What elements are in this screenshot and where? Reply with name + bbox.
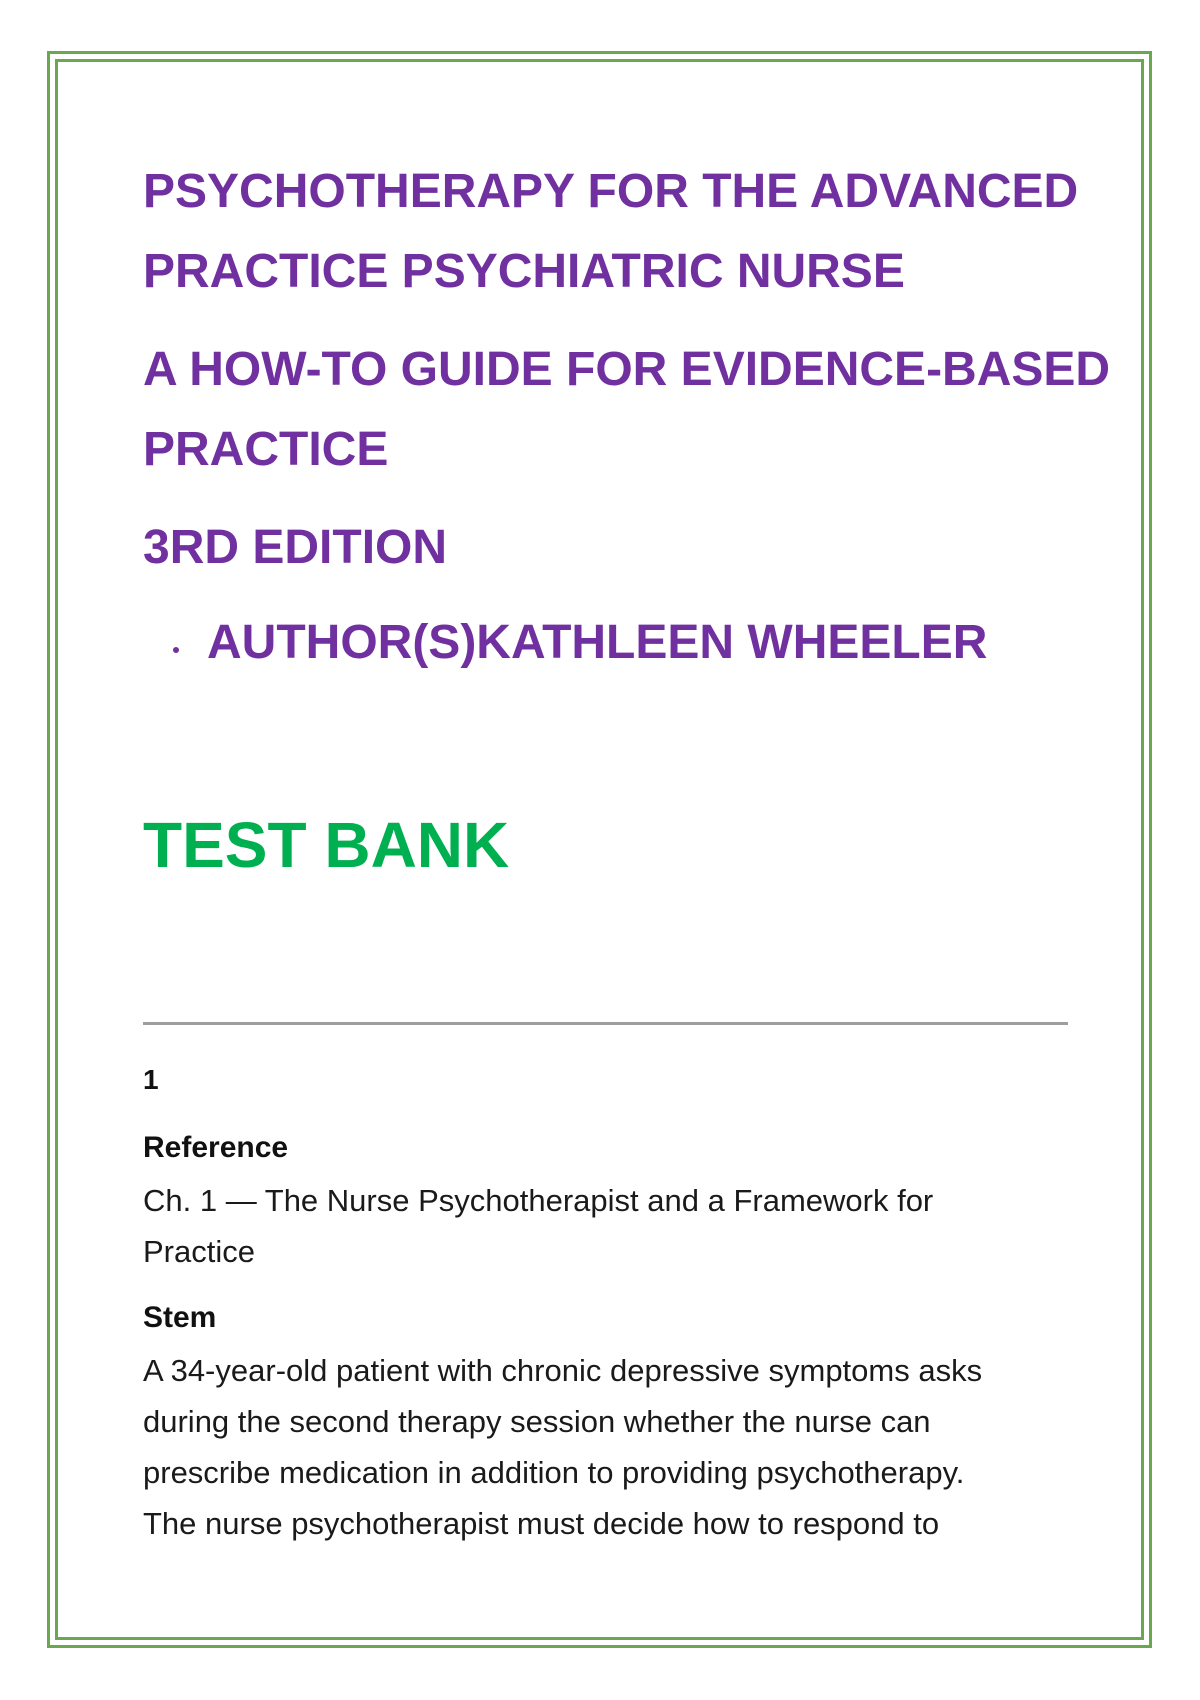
stem-line: A 34-year-old patient with chronic depressive symptoms asks: [143, 1353, 983, 1388]
reference-text: [143, 1175, 1068, 1277]
author-name: AUTHOR(S)KATHLEEN WHEELER: [207, 616, 988, 669]
reference-line: Ch. 1 — The Nurse Psychotherapist and a Framework for: [143, 1183, 934, 1218]
book-title: [143, 152, 1078, 312]
stem-line: The nurse psychotherapist must decide how to respond to: [143, 1506, 940, 1541]
reference-label: Reference: [143, 1131, 289, 1164]
test-bank-heading: TEST BANK: [143, 809, 510, 881]
stem-line: during the second therapy session whether the nurse can: [143, 1404, 931, 1439]
reference-line: Practice: [143, 1234, 255, 1269]
author-line: [173, 603, 987, 683]
stem-line: prescribe medication in addition to providing psychotherapy.: [143, 1455, 965, 1490]
book-title-line: PSYCHOTHERAPY FOR THE ADVANCED: [143, 165, 1079, 218]
bullet-icon: [173, 647, 179, 653]
edition-label: 3RD EDITION: [143, 521, 448, 574]
book-title-line: PRACTICE PSYCHIATRIC NURSE: [143, 245, 905, 298]
section-divider: [143, 1022, 1068, 1025]
book-subtitle-line: PRACTICE: [143, 423, 389, 476]
stem-label: Stem: [143, 1301, 217, 1334]
question-number: 1: [143, 1064, 159, 1095]
book-subtitle: [143, 330, 1110, 490]
book-subtitle-line: A HOW-TO GUIDE FOR EVIDENCE-BASED: [143, 343, 1111, 396]
stem-text: [143, 1345, 1068, 1549]
